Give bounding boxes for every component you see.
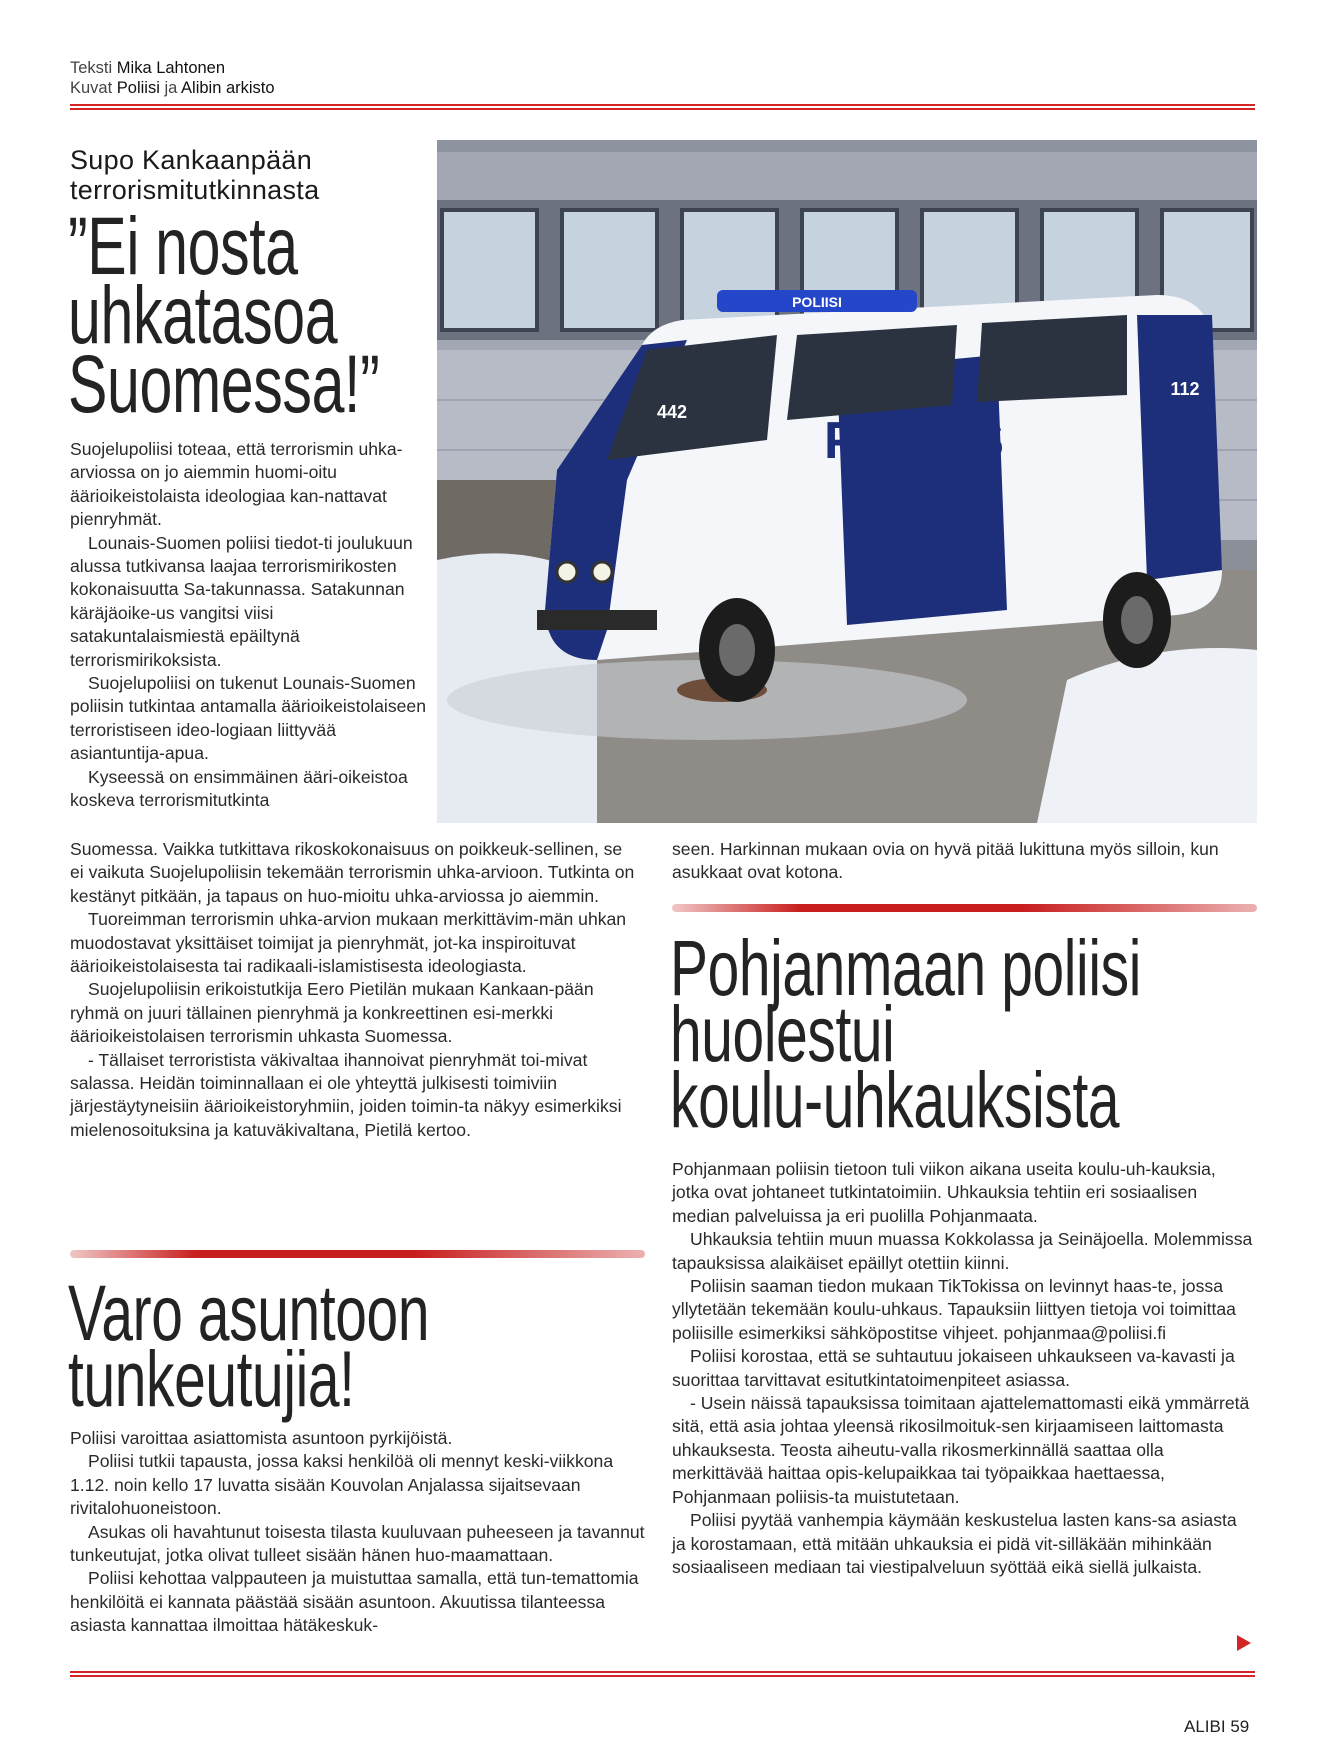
police-van-illustration	[437, 140, 1257, 823]
photo-credit: Kuvat Poliisi ja Alibin arkisto	[70, 79, 275, 97]
page-number: 59	[1230, 1717, 1250, 1736]
section-divider-left	[70, 1250, 645, 1258]
continue-arrow-icon	[1237, 1635, 1251, 1651]
section-divider-right	[672, 904, 1257, 912]
article2-continuation: seen. Harkinnan mukaan ovia on hyvä pitää lukittuna myös silloin, kun asukkaat ovat kotona.	[672, 839, 1219, 883]
article3-body: Pohjanmaan poliisin tietoon tuli viikon aikana useita koulu-uh-kauksia, jotka ovat johtaneet tutkintatoimiin. Uhkauksia tehtiin eri sosiaalisen median palveluissa ja eri puolilla Pohjanmaata. Uhkauksia tehtiin muun muassa Kokkolassa ja Seinäjoella. Molemmissa tapauksissa alaikäiset epäillyt otettiin kiinni. Poliisin saaman tiedon mukaan TikTokissa on levinnyt haas-te, jossa yllytetään tekemään koulu-uhkaus. Tapauksiin liittyen tietoja voi toimittaa poliisille esimerkiksi sähköpostitse vihjeet. pohjanmaa@poliisi.fi Poliisi korostaa, että se suhtautuu jokaiseen uhkaukseen va-kavasti ja suorittaa tarvittavat esitutkintatoimenpiteet asiassa. - Usein näissä tapauksissa toimitaan ajattelemattomasti eikä ymmärretä sitä, että asia johtaa yleensä rikosilmoituk-sen kirjaamiseen laittomasta uhkauksesta. Teosta aiheutu-valla rikosmerkinnällä saattaa olla merkittävää haittaa opis-kelupaikkaa tai työpaikkaa haettaessa, Pohjanmaan poliisis-ta muistutetaan. Poliisi pyytää vanhempia käymään keskustelua lasten kans-sa asiasta ja korostamaan, että mitään uhkauksia ei pidä vit-silläkään mihinkään sosiaaliseen mediaan tai viestipalveluun syöttää eikä siellä julkaista.	[672, 1159, 1253, 1577]
van-side-text: POLIS	[823, 412, 1011, 470]
page-folio	[1184, 1717, 1249, 1737]
footer-rule	[70, 1671, 1255, 1677]
police-van-photo	[437, 140, 1257, 823]
article2-headline: Varo asuntoon tunkeutujia!	[68, 1268, 430, 1423]
article1-headline: ”Ei nosta uhkatasoa Suomessa!”	[68, 201, 380, 430]
byline	[70, 58, 275, 98]
author-name: Mika Lahtonen	[116, 59, 226, 77]
roof-sign-text: POLIISI	[792, 294, 842, 310]
text-credit: Teksti Mika Lahtonen	[70, 59, 226, 77]
article3-headline: Pohjanmaan poliisi huolestui koulu-uhkauksista	[670, 923, 1141, 1144]
article2-body: Poliisi varoittaa asiattomista asuntoon pyrkijöistä. Poliisi tutkii tapausta, jossa kaksi henkilöä oli mennyt keski-viikkona 1.12. noin kello 17 luvatta sisään Kouvolan Anjalassa sijaitsevaan rivitalohuoneistoon. Asukas oli havahtunut toisesta tilasta kuuluvaan puheeseen ja tavannut tunkeutujat, jotka olivat tulleet sisään hänen huo-maamattaan. Poliisi kehottaa valppauteen ja muistuttaa samalla, että tun-temattomia henkilöitä ei kannata päästää sisään asuntoon. Akuutissa tilanteessa asiasta kannattaa ilmoittaa hätäkeskuk-	[70, 1428, 645, 1636]
article1-body-narrow: Suojelupoliisi toteaa, että terrorismin uhka-arviossa on jo aiemmin huomi-oitu äärioikeistolaista ideologiaa kan-nattavat pienryhmät. Lounais-Suomen poliisi tiedot-ti joulukuun alussa tutkivansa laajaa terrorismirikosten kokonaisuutta Sa-takunnassa. Satakunnan käräjäoike-us vangitsi viisi satakuntalaismiestä epäiltynä terrorismirikoksista. Suojelupoliisi on tukenut Lounais-Suomen poliisin tutkintaa antamalla äärioikeistolaiseen terroristiseen ideo-logiaan liittyvää asiantuntija-apua. Kyseessä on ensimmäinen ääri-oikeistoa koskeva terrorismitutkinta	[70, 439, 426, 811]
van-side-number: 112	[1170, 379, 1200, 399]
header-rule	[70, 104, 1255, 110]
article1-body-wide: Suomessa. Vaikka tutkittava rikoskokonaisuus on poikkeuk-sellinen, se ei vaikuta Suojelupoliisin tekemään terrorismin uhka-arvioon. Tutkinta on kestänyt pitkään, ja tapaus on huo-mioitu uhka-arviossa jo aiemmin. Tuoreimman terrorismin uhka-arvion mukaan merkittävim-män uhkan muodostavat yksittäiset toimijat ja pienryhmät, jot-ka inspiroituvat äärioikeistolaisesta tai radikaali-islamistisesta ideologiasta. Suojelupoliisin erikoistutkija Eero Pietilän mukaan Kankaan-pään ryhmä on juuri tällainen pienryhmä ja konkreettinen esi-merkki äärioikeistolaisen terrorismin uhkasta Suomessa. - Tällaiset terroristista väkivaltaa ihannoivat pienryhmät toi-mivat salassa. Heidän toiminnallaan ei ole yhteyttä julkisesti toimiviin järjestäytyneisiin äärioikeistoryhmiin, joiden toimin-ta näkyy esimerkiksi mielenosoituksina ja katuväkivaltana, Pietilä kertoo.	[70, 839, 635, 1140]
article1-kicker: Supo Kankaanpään terrorismitutkinnasta	[70, 145, 320, 205]
magazine-name: ALIBI	[1184, 1717, 1226, 1736]
van-front-number: 442	[656, 402, 688, 422]
